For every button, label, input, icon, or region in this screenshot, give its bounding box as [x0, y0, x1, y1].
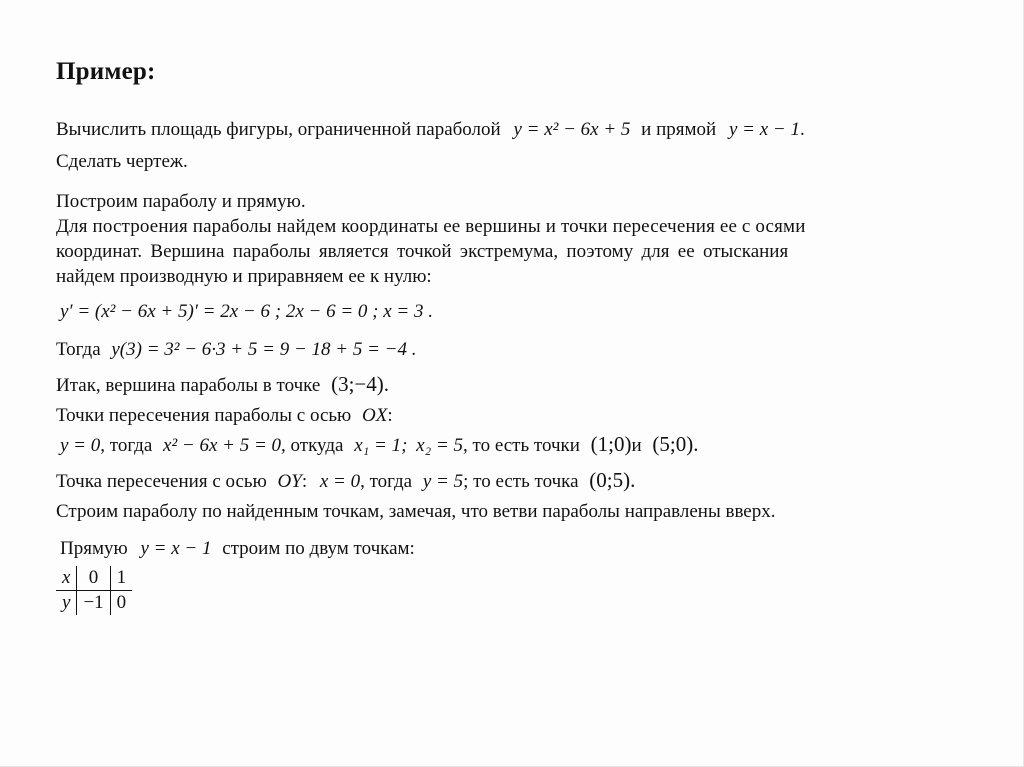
solution-para-line-2: координат. Вершина параболы является точкой экстремума, поэтому для ее отыскания: [56, 241, 789, 262]
ox-point-1: (1;0): [590, 432, 632, 456]
then-line: [56, 338, 416, 362]
task-period: .: [799, 119, 805, 140]
ox-whence: , откуда: [281, 435, 344, 456]
page-title: Пример:: [56, 58, 156, 85]
ox-condition: y = 0: [60, 435, 101, 456]
table-cell-y-1: −1: [77, 591, 110, 616]
ox-axis-label: OX: [361, 405, 388, 426]
oy-condition: x = 0: [319, 471, 361, 492]
line-build-equation: y = x − 1: [140, 538, 212, 559]
table-cell-y-label: y: [56, 591, 77, 616]
line-label: Прямую: [60, 538, 128, 559]
line-build-text: строим по двум точкам:: [222, 538, 415, 559]
oy-text: Точка пересечения с осью: [56, 471, 267, 492]
oy-axis-label: OY: [277, 471, 302, 492]
ox-equation: x² − 6x + 5 = 0: [163, 435, 282, 456]
task-line-1: [56, 118, 805, 142]
ox-point-2: (5;0).: [652, 432, 699, 456]
ox-solution-line: [60, 432, 699, 458]
vertex-point: (3;−4).: [331, 372, 390, 396]
oy-line: [56, 468, 635, 494]
table-cell-x-label: x: [56, 566, 77, 591]
build-parabola-text: Строим параболу по найденным точкам, замечая, что ветви параболы направлены вверх.: [56, 501, 776, 522]
oy-points-text: ; то есть точка: [463, 471, 579, 492]
task-text: Вычислить площадь фигуры, ограниченной параболой: [56, 119, 501, 140]
vertex-line: [56, 372, 389, 398]
oy-point: (0;5).: [589, 468, 636, 492]
oy-value: y = 5: [422, 471, 464, 492]
table-cell-y-2: 0: [116, 592, 127, 613]
solution-intro: Построим параболу и прямую.: [56, 191, 306, 212]
value-at-vertex-formula: y(3) = 3² − 6·3 + 5 = 9 − 18 + 5 = −4 .: [111, 339, 417, 360]
ox-heading-line: [56, 404, 393, 428]
ox-root-2: x₂ = 5: [416, 435, 464, 456]
ox-points-text: , то есть точки: [463, 435, 580, 456]
then-label: Тогда: [56, 339, 101, 360]
parabola-equation: y = x² − 6x + 5: [513, 119, 631, 140]
ox-and: и: [631, 435, 642, 456]
task-text-and: и прямой: [641, 119, 717, 140]
line-equation: y = x − 1: [728, 119, 800, 140]
line-points-table: [56, 566, 132, 615]
table-cell-x-2: 1: [110, 566, 132, 591]
table-row-x: [56, 566, 132, 591]
ox-colon: :: [387, 405, 393, 426]
vertex-text: Итак, вершина параболы в точке: [56, 375, 321, 396]
oy-colon: :: [301, 471, 308, 492]
solution-para-line-1: Для построения параболы найдем координаты ее вершины и точки пересечения ее с осями: [56, 216, 806, 237]
derivative-formula: y′ = (x² − 6x + 5)′ = 2x − 6 ; 2x − 6 = 0 ; x = 3 .: [60, 301, 433, 322]
ox-text: Точки пересечения параболы с осью: [56, 405, 352, 426]
oy-then: , тогда: [360, 471, 413, 492]
task-line-2: Сделать чертеж.: [56, 151, 188, 172]
table-cell-x-1: 0: [77, 566, 110, 591]
ox-then: , тогда: [100, 435, 153, 456]
line-build-line: [60, 537, 415, 561]
table-row-y: [56, 591, 132, 616]
ox-root-1: x₁ = 1;: [354, 435, 408, 456]
solution-para-line-3: найдем производную и приравняем ее к нулю:: [56, 266, 432, 287]
